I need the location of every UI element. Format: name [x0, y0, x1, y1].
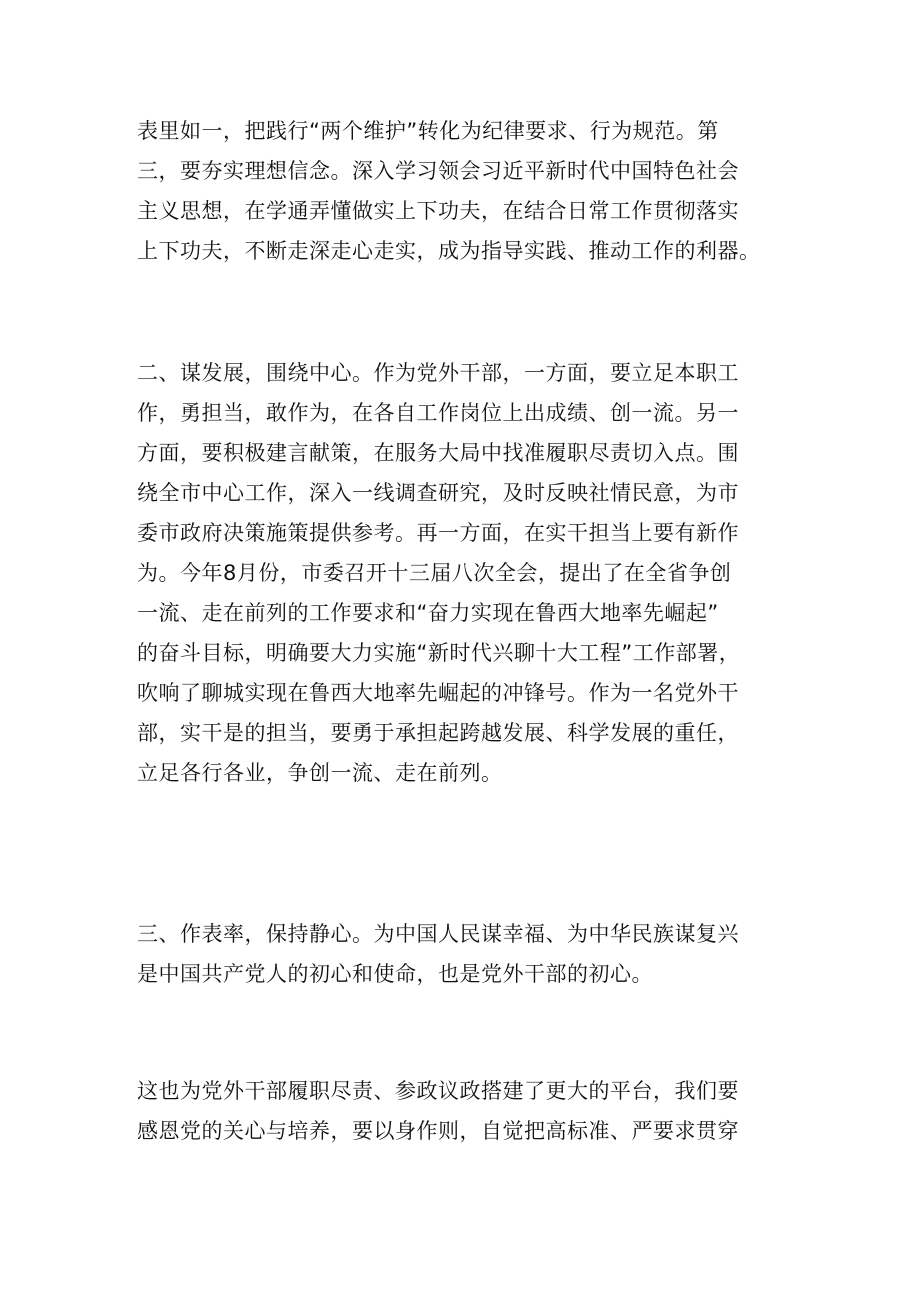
text-line: 这也为党外干部履职尽责、参政议政搭建了更大的平台，我们要 [137, 1079, 739, 1103]
text-line: 是中国共产党人的初心和使命，也是党外干部的初心。 [137, 962, 653, 986]
text-line: 的奋斗目标，明确要大力实施“新时代兴聊十大工程”工作部署， [137, 641, 741, 665]
text-line: 绕全市中心工作，深入一线调查研究，及时反映社情民意，为市 [137, 481, 739, 505]
text-line: 委市政府决策施策提供参考。再一方面，在实干担当上要有新作 [137, 521, 739, 545]
text-line: 二、谋发展，围绕中心。作为党外干部，一方面，要立足本职工 [137, 361, 739, 385]
paragraph-3 [137, 914, 817, 994]
text-line: 一流、走在前列的工作要求和“奋力实现在鲁西大地率先崛起” [137, 601, 719, 625]
text-line: 感恩党的关心与培养，要以身作则，自觉把高标准、严要求贯穿 [137, 1119, 739, 1143]
text-line: 表里如一，把践行“两个维护”转化为纪律要求、行为规范。第 [137, 119, 719, 143]
text-line: 立足各行各业，争创一流、走在前列。 [137, 761, 503, 785]
text-line: 方面，要积极建言献策，在服务大局中找准履职尽责切入点。围 [137, 441, 739, 465]
text-line: 上下功夫，不断走深走心走实，成为指导实践、推动工作的利器。 [137, 239, 761, 263]
text-line: 吹响了聊城实现在鲁西大地率先崛起的冲锋号。作为一名党外干 [137, 681, 739, 705]
text-line: 作，勇担当，敢作为，在各自工作岗位上出成绩、创一流。另一 [137, 401, 739, 425]
text-line: 三、作表率，保持静心。为中国人民谋幸福、为中华民族谋复兴 [137, 922, 739, 946]
paragraph-1 [137, 111, 817, 271]
text-line: 三，要夯实理想信念。深入学习领会习近平新时代中国特色社会 [137, 159, 739, 183]
text-line: 为。今年8月份，市委召开十三届八次全会，提出了在全省争创 [137, 561, 732, 585]
paragraph-2 [137, 353, 817, 793]
text-line: 主义思想，在学通弄懂做实上下功夫，在结合日常工作贯彻落实 [137, 199, 739, 223]
text-line: 部，实干是的担当，要勇于承担起跨越发展、科学发展的重任， [137, 721, 739, 745]
paragraph-4 [137, 1071, 817, 1151]
